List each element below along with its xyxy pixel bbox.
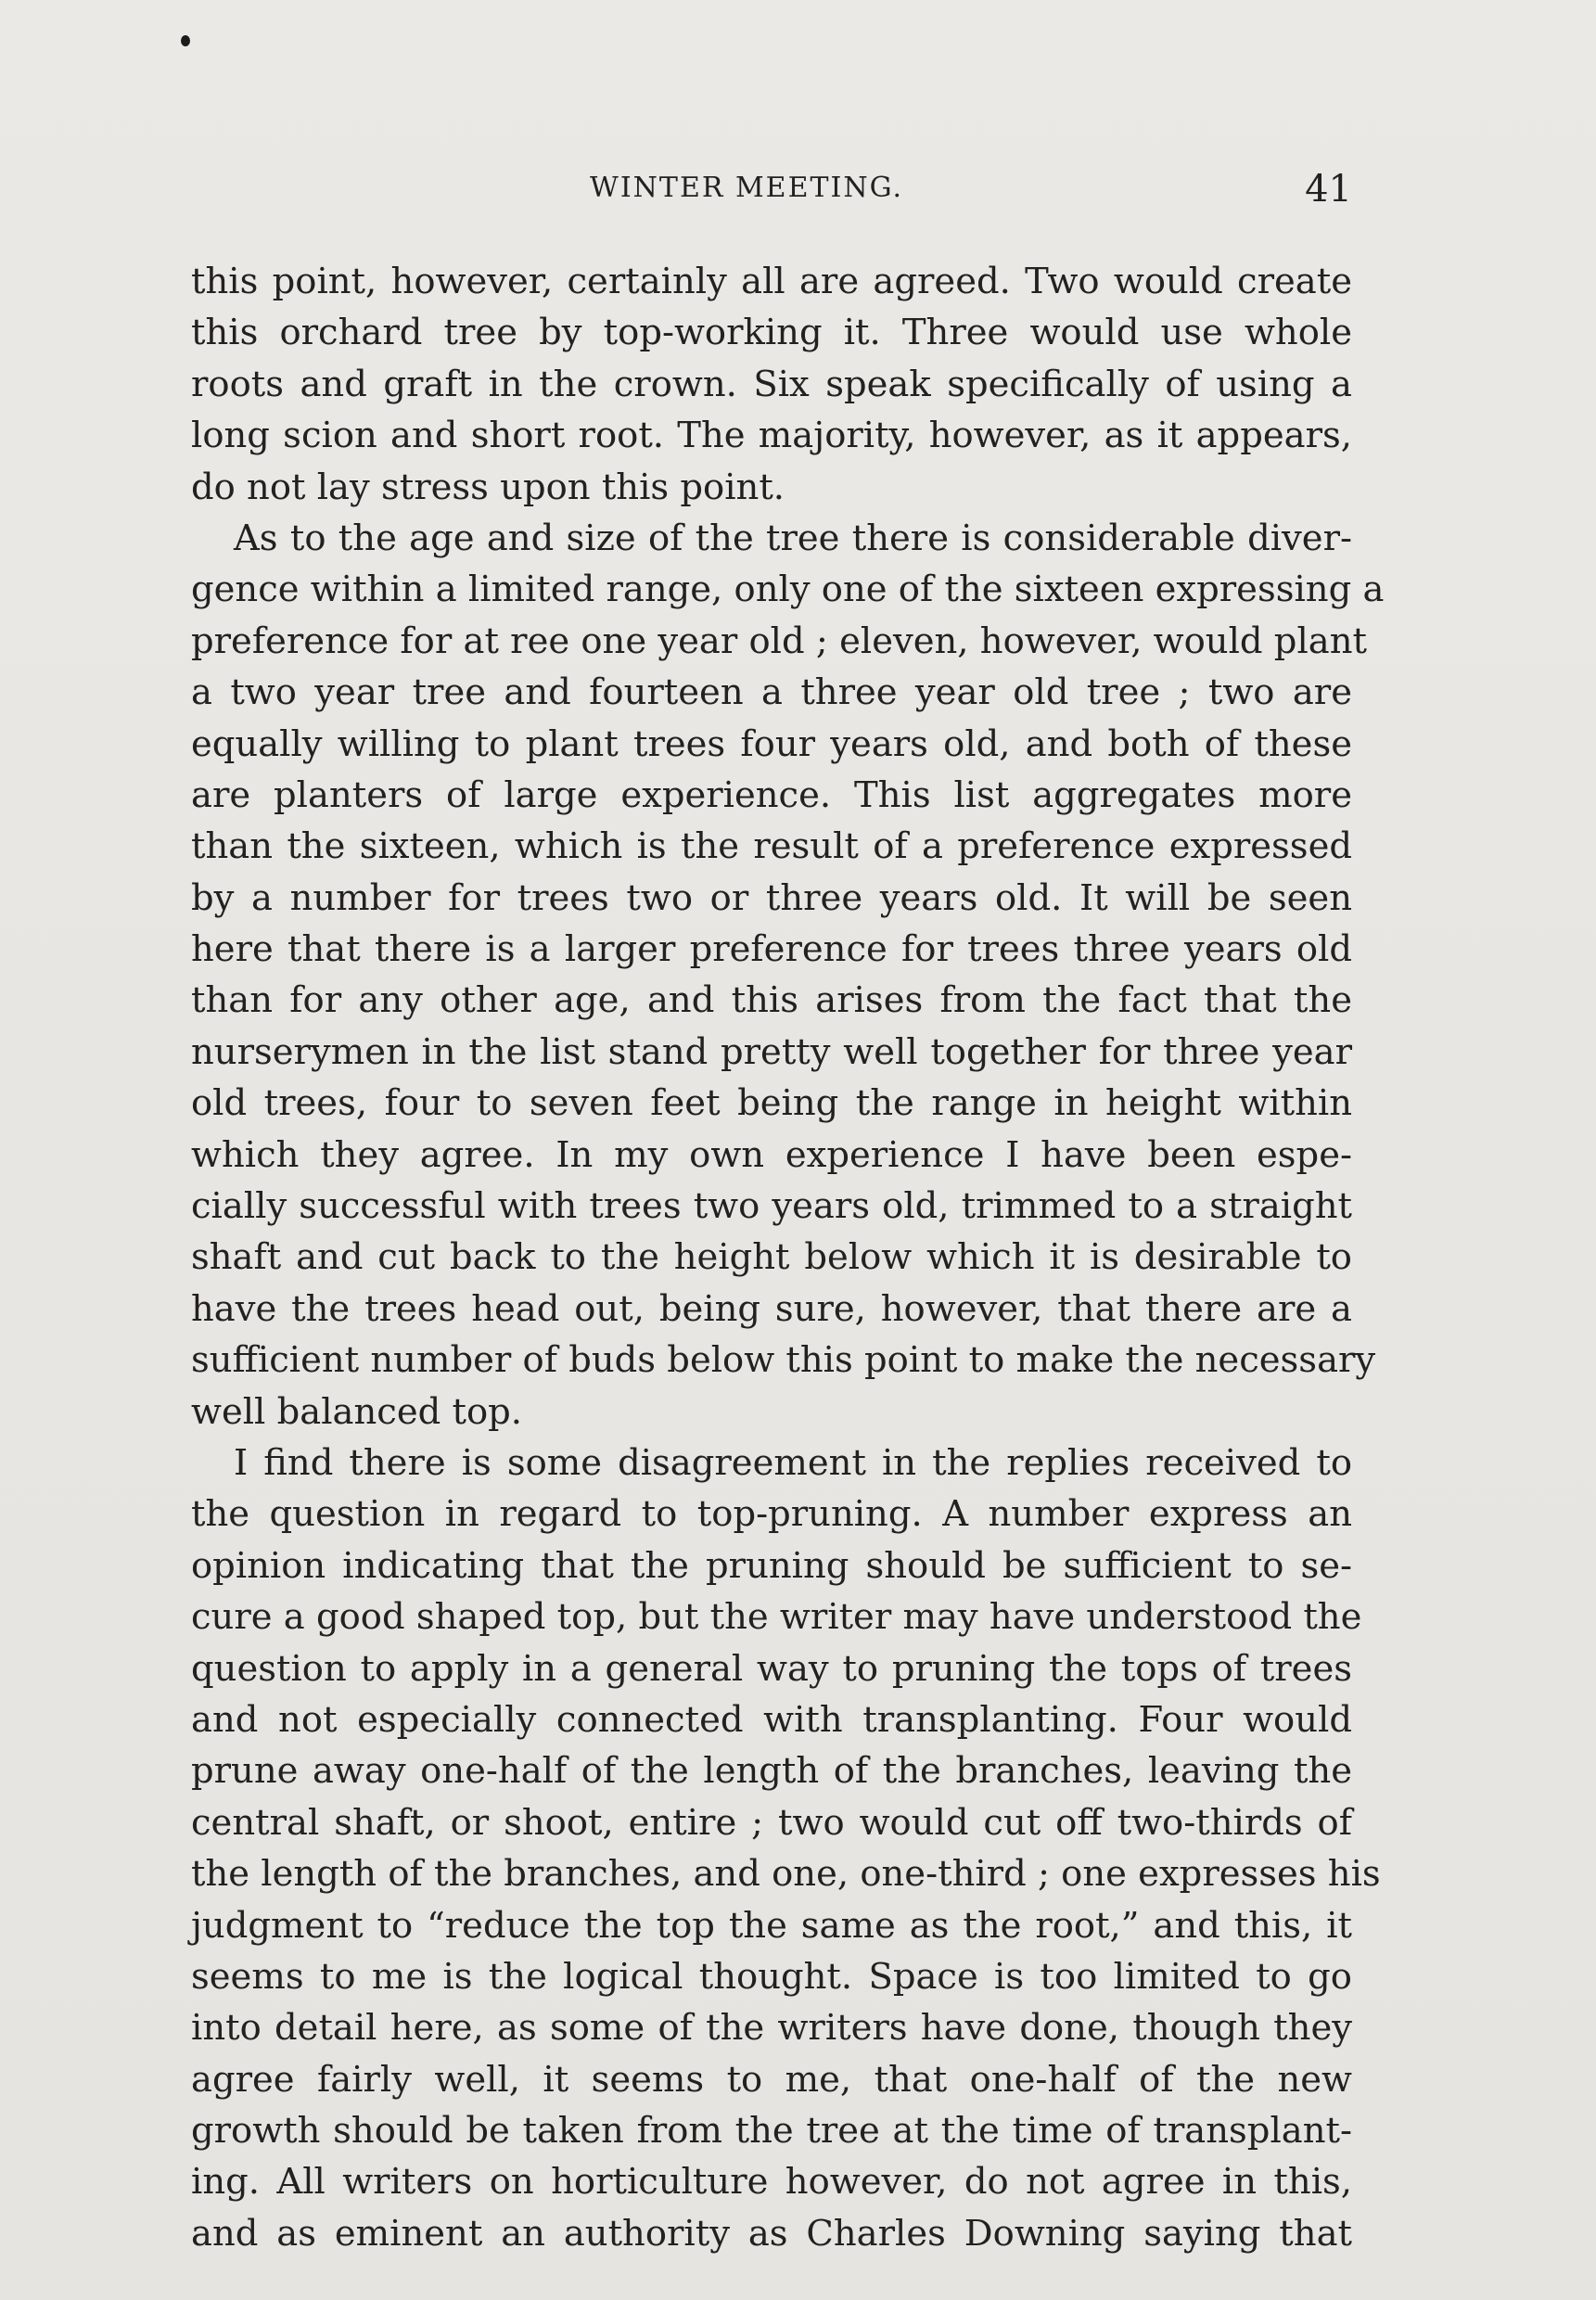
text-line: central shaft, or shoot, entire ; two would cut off two-thirds of bbox=[191, 1801, 1352, 1844]
text-line: question to apply in a general way to pruning the tops of trees bbox=[191, 1647, 1352, 1690]
text-line: than the sixteen, which is the result of a preference expressed bbox=[191, 825, 1352, 868]
text-line: roots and graft in the crown. Six speak specifically of using a bbox=[191, 363, 1352, 405]
text-line: seems to me is the logical thought. Space is too limited to go bbox=[191, 1955, 1352, 1998]
text-line: are planters of large experience. This list aggregates more bbox=[191, 773, 1352, 816]
text-line: gence within a limited range, only one of the sixteen expressing a bbox=[191, 569, 1385, 611]
text-line: here that there is a larger preference for trees three years old bbox=[191, 928, 1352, 971]
text-line: preference for at ree one year old ; eleven, however, would plant bbox=[191, 620, 1367, 662]
ink-speck bbox=[181, 35, 190, 46]
text-line: opinion indicating that the pruning should be sufficient to se- bbox=[191, 1544, 1352, 1587]
running-head: WINTER MEETING. bbox=[590, 172, 904, 204]
text-line: and as eminent an authority as Charles Downing saying that bbox=[191, 2212, 1352, 2255]
text-line: this orchard tree by top-working it. Three would use whole bbox=[191, 312, 1352, 354]
text-line: I find there is some disagreement in the replies received to bbox=[234, 1441, 1352, 1484]
text-line: into detail here, as some of the writers have done, though they bbox=[191, 2007, 1352, 2050]
text-line: prune away one-half of the length of the branches, leaving the bbox=[191, 1750, 1352, 1793]
text-line: shaft and cut back to the height below which it is desirable to bbox=[191, 1236, 1352, 1279]
text-line: ing. All writers on horticulture however, do not agree in this, bbox=[191, 2161, 1352, 2204]
text-line: judgment to “reduce the top the same as the root,” and this, it bbox=[191, 1904, 1352, 1947]
text-line: than for any other age, and this arises from the fact that the bbox=[191, 979, 1352, 1022]
page-number: 41 bbox=[1305, 168, 1352, 211]
text-line: and not especially connected with transplanting. Four would bbox=[191, 1698, 1352, 1741]
text-line: do not lay stress upon this point. bbox=[191, 466, 785, 508]
text-line: sufficient number of buds below this point to make the necessary bbox=[191, 1339, 1376, 1382]
text-line: equally willing to plant trees four years old, and both of these bbox=[191, 722, 1352, 765]
text-line: which they agree. In my own experience I have been espe- bbox=[191, 1133, 1352, 1176]
text-line: the question in regard to top-pruning. A number express an bbox=[191, 1493, 1352, 1536]
text-line: a two year tree and fourteen a three year old tree ; two are bbox=[191, 671, 1352, 714]
text-line: growth should be taken from the tree at the time of transplant- bbox=[191, 2110, 1352, 2153]
text-line: the length of the branches, and one, one-third ; one expresses his bbox=[191, 1853, 1381, 1896]
text-line: have the trees head out, being sure, however, that there are a bbox=[191, 1287, 1352, 1330]
text-line: cially successful with trees two years old, trimmed to a straight bbox=[191, 1185, 1352, 1228]
text-line: agree fairly well, it seems to me, that one-half of the new bbox=[191, 2058, 1352, 2101]
text-line: nurserymen in the list stand pretty well together for three year bbox=[191, 1030, 1352, 1073]
text-line: old trees, four to seven feet being the range in height within bbox=[191, 1082, 1352, 1125]
text-line: by a number for trees two or three years old. It will be seen bbox=[191, 876, 1352, 919]
text-line: cure a good shaped top, but the writer may have understood the bbox=[191, 1596, 1362, 1639]
body-text bbox=[191, 256, 1385, 2259]
text-line: long scion and short root. The majority, however, as it appears, bbox=[191, 415, 1352, 457]
text-line: well balanced top. bbox=[191, 1390, 523, 1433]
page-header bbox=[191, 170, 1352, 225]
text-line: As to the age and size of the tree there is considerable diver- bbox=[234, 517, 1352, 559]
text-line: this point, however, certainly all are agreed. Two would create bbox=[191, 261, 1352, 302]
